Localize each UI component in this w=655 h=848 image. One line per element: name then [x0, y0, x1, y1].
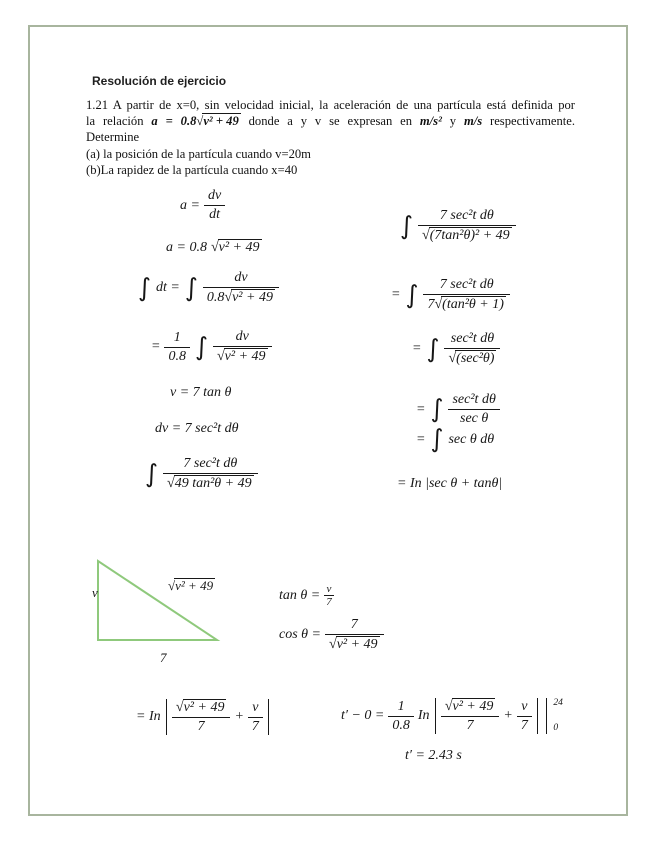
square-root — [329, 636, 380, 653]
equation-ln-result — [397, 476, 502, 492]
plus-sign: + — [503, 708, 513, 724]
equation-integral-sec-theta — [416, 424, 495, 453]
equation-integral-factor-7 — [391, 277, 510, 313]
lhs: t′ − 0 = — [341, 708, 385, 724]
integral-sign: ∫ — [400, 210, 414, 240]
equation-v-substitution — [170, 385, 231, 401]
triangle-hypotenuse-label — [168, 578, 215, 594]
square-root — [422, 227, 512, 244]
abs-bar-left — [166, 699, 167, 735]
inline-formula-sqrt — [196, 113, 240, 129]
lower-limit: 0 — [553, 722, 559, 733]
fraction — [172, 699, 231, 735]
triangle-base-label: 7 — [160, 650, 167, 665]
denominator: 7 — [251, 718, 259, 734]
integral-sign: ∫ — [426, 333, 440, 363]
square-root — [168, 578, 215, 594]
numerator: 7 — [325, 617, 384, 635]
statement-line-2-mid: donde a y v se expresan en — [240, 114, 420, 129]
square-root — [448, 350, 496, 367]
lhs: tan θ = — [279, 587, 321, 603]
coefficient-fraction — [164, 330, 190, 365]
fraction — [248, 700, 263, 735]
equals: = — [412, 341, 422, 357]
denominator: 7 — [197, 719, 205, 735]
numerator — [172, 699, 231, 718]
radicand: v² + 49 — [203, 114, 239, 129]
radicand: v² + 49 — [232, 290, 273, 305]
lhs: cos θ = — [279, 627, 321, 643]
equation-integral-substituted — [144, 456, 258, 492]
den-coefficient: 7 — [427, 297, 435, 312]
denominator — [203, 288, 279, 306]
denominator: 7 — [520, 717, 528, 733]
numerator: 1 — [388, 699, 414, 717]
abs-bar-left — [435, 698, 436, 734]
lhs: a = — [180, 197, 200, 213]
radical-sign: √ — [329, 637, 337, 652]
integral-sign: ∫ — [184, 272, 198, 302]
inline-formula-prefix: a = 0.8 — [151, 114, 197, 129]
integral-sign: ∫ — [405, 279, 419, 309]
denominator — [418, 226, 516, 244]
fraction — [325, 617, 384, 653]
radicand: v² + 49 — [175, 578, 214, 593]
radical-sign: √ — [167, 476, 175, 491]
item-b: (b)La rapidez de la partícula cuando x=40 — [86, 162, 298, 177]
statement-line-2-pre: la relación — [86, 114, 152, 129]
page-title: Resolución de ejercicio — [92, 74, 227, 88]
equation-integral-dt — [137, 270, 279, 306]
numerator: 7 sec²t dθ — [423, 277, 509, 295]
radical-sign: √ — [224, 290, 233, 305]
fraction — [163, 456, 258, 492]
equation-integral-sec-simplified — [416, 392, 500, 427]
radical-sign: √ — [175, 700, 184, 715]
fraction — [517, 699, 532, 734]
statement-line-2 — [86, 113, 575, 129]
integrand: sec θ dθ — [448, 431, 495, 447]
numerator: v — [324, 583, 334, 596]
integral-sign: ∫ — [430, 394, 444, 423]
square-root — [167, 475, 254, 492]
square-root — [224, 289, 275, 306]
determine-label: Determine — [86, 130, 140, 145]
denominator — [423, 295, 509, 313]
denominator — [444, 349, 500, 367]
equation-dv-substitution — [155, 421, 239, 437]
fraction — [441, 698, 500, 734]
numerator: 7 sec²t dθ — [418, 208, 516, 226]
radical-sign: √ — [434, 297, 443, 312]
lhs: = In — [136, 709, 161, 725]
square-root — [434, 296, 505, 313]
radical-sign: √ — [168, 578, 176, 593]
lhs: dt = — [156, 280, 180, 296]
square-root — [211, 239, 262, 256]
fraction — [204, 188, 225, 223]
equation-cos-theta — [279, 617, 384, 653]
numerator: sec²t dθ — [444, 331, 500, 349]
square-root — [217, 348, 268, 365]
equation-final-answer — [405, 748, 462, 764]
radical-sign: √ — [422, 228, 430, 243]
triangle-outline — [98, 561, 217, 640]
upper-limit: 24 — [553, 698, 563, 708]
abs-bar-right — [537, 698, 538, 734]
abs-bar-right — [268, 699, 269, 735]
radicand: (sec²θ) — [456, 351, 495, 366]
right-triangle-figure — [90, 553, 230, 648]
unit-acceleration: m/s² — [419, 114, 442, 129]
equation-tan-theta — [279, 583, 334, 608]
denominator: 7 — [326, 596, 332, 608]
fraction — [423, 277, 509, 313]
denominator: sec θ — [460, 411, 489, 426]
radical-sign: √ — [196, 114, 204, 129]
coefficient-fraction — [388, 699, 414, 734]
square-root — [445, 698, 496, 715]
numerator — [441, 698, 500, 717]
equation-text: dv = 7 sec²t dθ — [155, 421, 239, 436]
radicand: (7tan²θ)² + 49 — [429, 228, 510, 243]
radicand: v² + 49 — [452, 699, 494, 714]
fraction — [213, 329, 272, 365]
radicand: v² + 49 — [336, 637, 378, 652]
fraction — [418, 208, 516, 244]
radicand: (tan²θ + 1) — [442, 297, 504, 312]
radical-sign: √ — [448, 351, 457, 366]
ln-symbol: In — [417, 708, 430, 724]
radicand: v² + 49 — [218, 240, 260, 255]
radicand: v² + 49 — [183, 700, 225, 715]
numerator: 7 sec²t dθ — [163, 456, 258, 474]
statement-line-1: 1.21 A partir de x=0, sin velocidad inicial, la aceleración de una partícula está definida por — [86, 98, 575, 112]
den-coefficient: 0.8 — [206, 290, 225, 305]
problem-statement — [86, 97, 575, 178]
denominator: 0.8 — [168, 348, 186, 364]
integral-sign: ∫ — [194, 331, 208, 361]
denominator — [325, 635, 384, 653]
integral-sign: ∫ — [145, 458, 159, 488]
equation-text: v = 7 tan θ — [170, 385, 232, 400]
denominator: 0.8 — [392, 717, 410, 733]
statement-line-2-end: respectivamente. — [482, 114, 575, 129]
answer-text: t′ = 2.43 s — [405, 748, 462, 763]
integral-sign: ∫ — [430, 424, 444, 453]
numerator: dv — [204, 188, 225, 206]
triangle-side-label: v — [92, 585, 98, 600]
denominator: dt — [209, 207, 220, 222]
equals: = — [151, 339, 161, 355]
numerator: v — [248, 700, 263, 718]
evaluation-bar — [546, 698, 547, 734]
integral-sign: ∫ — [138, 272, 152, 302]
lhs: a = 0.8 — [166, 239, 207, 255]
plus-sign: + — [234, 709, 244, 725]
equation-a-dv-dt — [180, 188, 225, 223]
fraction — [203, 270, 279, 306]
equals: = — [391, 287, 401, 303]
equation-integral-7sec — [399, 208, 516, 244]
square-root — [176, 699, 227, 716]
numerator: sec²t dθ — [448, 392, 499, 410]
numerator: dv — [213, 329, 272, 347]
numerator: 1 — [164, 330, 190, 348]
fraction — [324, 583, 334, 608]
radical-sign: √ — [210, 240, 219, 255]
equation-text: = In |sec θ + tanθ| — [397, 476, 503, 491]
radicand: v² + 49 — [224, 349, 266, 364]
denominator: 7 — [466, 718, 474, 734]
unit-velocity: m/s — [463, 114, 483, 129]
numerator: dv — [203, 270, 279, 288]
equation-integral-const-factor — [151, 329, 272, 365]
equation-time-evaluated — [341, 698, 563, 734]
radicand: 49 tan²θ + 49 — [174, 476, 252, 491]
item-a: (a) la posición de la partícula cuando v=20m — [86, 146, 311, 161]
equation-a-sqrt — [166, 239, 262, 256]
radical-sign: √ — [444, 699, 453, 714]
evaluation-limits — [552, 698, 563, 734]
radical-sign: √ — [216, 349, 225, 364]
numerator: v — [517, 699, 532, 717]
denominator — [163, 474, 258, 492]
equation-ln-expanded — [136, 699, 270, 735]
equals: = — [416, 401, 426, 417]
denominator — [213, 347, 272, 365]
fraction — [448, 392, 499, 427]
fraction — [444, 331, 500, 367]
equation-integral-sec2-identity — [412, 331, 500, 367]
equals: = — [416, 431, 426, 447]
statement-conjunction: y — [441, 114, 464, 129]
